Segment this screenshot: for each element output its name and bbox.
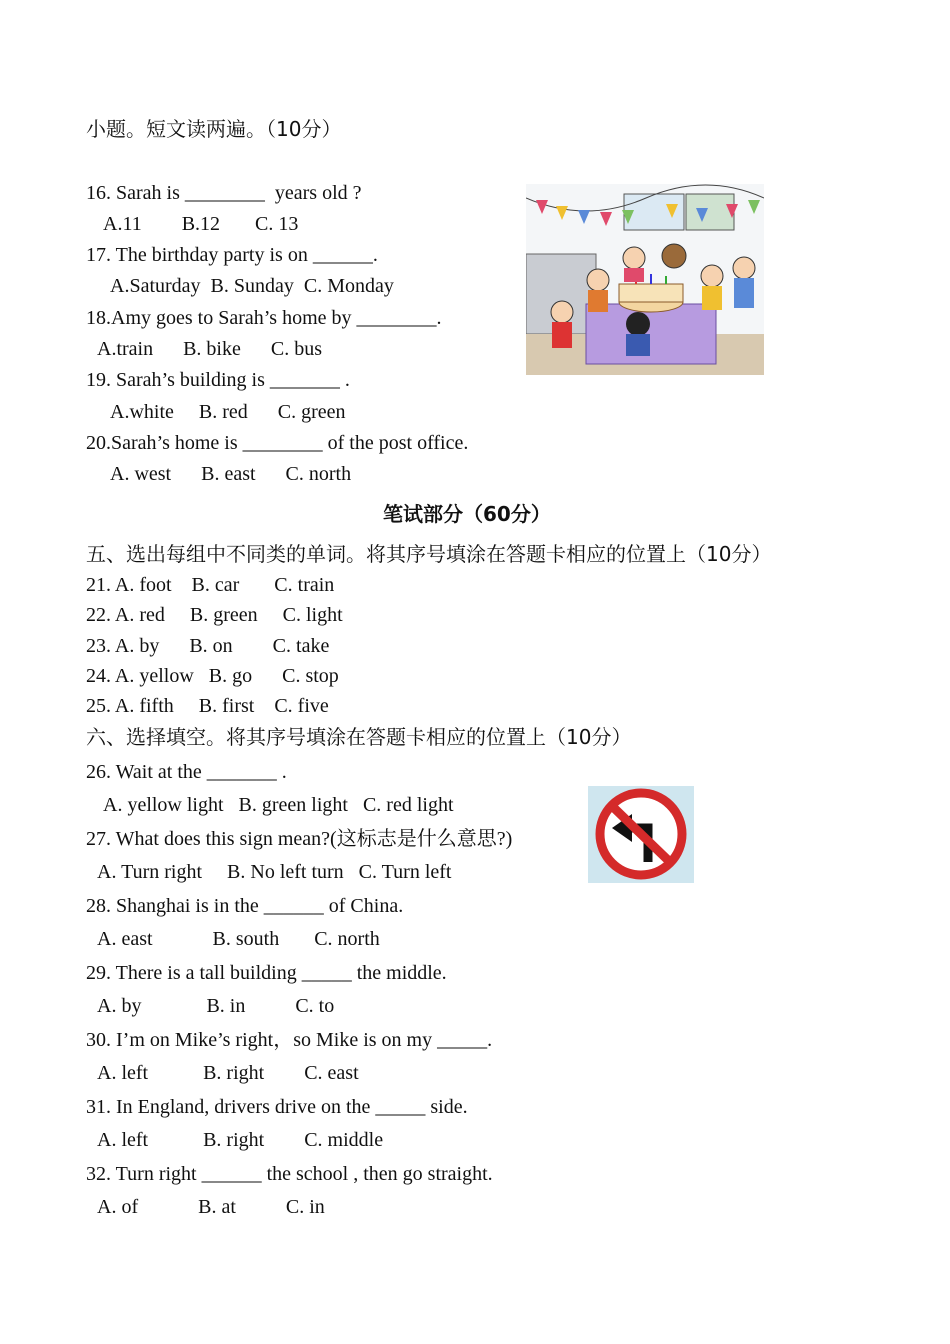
question-19: 19. Sarah’s building is _______ .: [86, 369, 350, 391]
question-28: 28. Shanghai is in the ______ of China.: [86, 895, 404, 917]
question-17: 17. The birthday party is on ______.: [86, 244, 378, 266]
no-left-turn-sign-icon: [588, 786, 694, 883]
question-26-options: A. yellow light B. green light C. red light: [103, 794, 454, 816]
question-16: 16. Sarah is ________ years old ?: [86, 182, 362, 204]
question-20-options: A. west B. east C. north: [110, 463, 352, 485]
question-24: 24. A. yellow B. go C. stop: [86, 665, 339, 687]
question-20: 20.Sarah’s home is ________ of the post office.: [86, 432, 469, 454]
question-19-options: A.white B. red C. green: [110, 401, 346, 423]
question-30: 30. I’m on Mike’s right，so Mike is on my _____.: [86, 1029, 493, 1051]
question-17-options: A.Saturday B. Sunday C. Monday: [110, 275, 394, 297]
written-part-title: 笔试部分（60分）: [383, 502, 551, 526]
question-25: 25. A. fifth B. first C. five: [86, 695, 329, 717]
section-5-heading: 五、选出每组中不同类的单词。将其序号填涂在答题卡相应的位置上（10分）: [86, 542, 772, 566]
birthday-party-illustration: [526, 184, 764, 375]
question-22: 22. A. red B. green C. light: [86, 604, 343, 626]
question-26: 26. Wait at the _______ .: [86, 761, 287, 783]
question-31: 31. In England, drivers drive on the _____ side.: [86, 1096, 468, 1118]
question-27-options: A. Turn right B. No left turn C. Turn left: [97, 861, 452, 883]
question-23: 23. A. by B. on C. take: [86, 635, 330, 657]
question-18-options: A.train B. bike C. bus: [97, 338, 322, 360]
listening-instruction: 小题。短文读两遍。（10分）: [86, 117, 342, 141]
question-21: 21. A. foot B. car C. train: [86, 574, 335, 596]
question-32: 32. Turn right ______ the school , then go straight.: [86, 1163, 493, 1185]
question-31-options: A. left B. right C. middle: [97, 1129, 384, 1151]
question-18: 18.Amy goes to Sarah’s home by ________.: [86, 307, 442, 329]
question-29-options: A. by B. in C. to: [97, 995, 335, 1017]
question-30-options: A. left B. right C. east: [97, 1062, 359, 1084]
section-6-heading: 六、选择填空。将其序号填涂在答题卡相应的位置上（10分）: [86, 725, 632, 749]
question-28-options: A. east B. south C. north: [97, 928, 380, 950]
question-29: 29. There is a tall building _____ the middle.: [86, 962, 447, 984]
question-32-options: A. of B. at C. in: [97, 1196, 325, 1218]
question-27: 27. What does this sign mean?(这标志是什么意思?): [86, 828, 513, 850]
question-16-options: A.11 B.12 C. 13: [103, 213, 299, 235]
